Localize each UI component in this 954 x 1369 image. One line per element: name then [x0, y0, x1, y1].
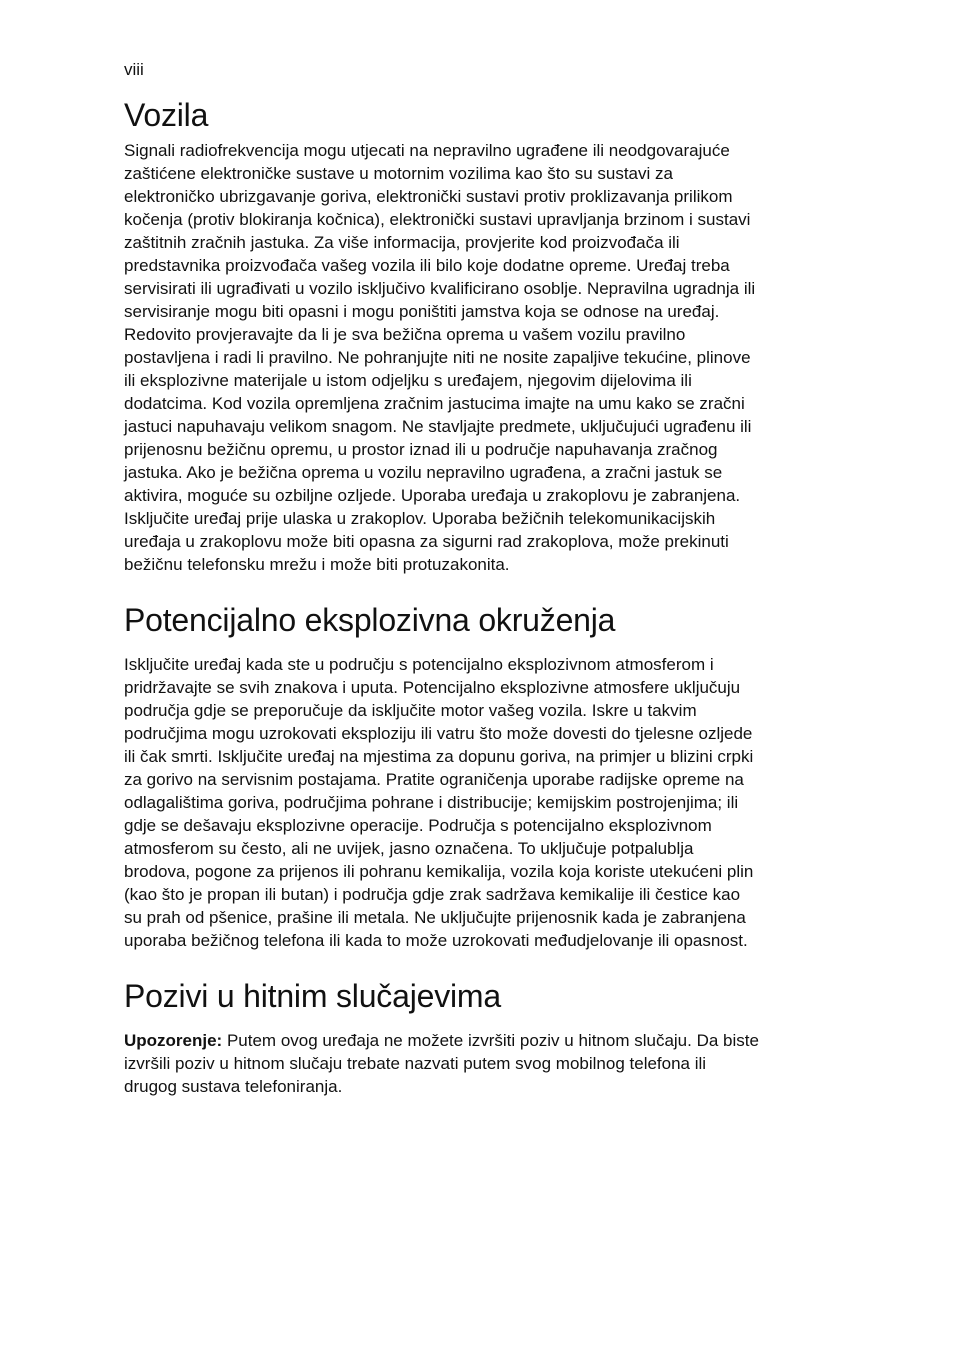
text-line: jastuci napuhavaju velikom snagom. Ne stavljajte predmete, uključujući ugrađenu ili [124, 417, 752, 436]
section-body-vozila [124, 139, 755, 576]
section-title-explosive-environments: Potencijalno eksplozivna okruženja [124, 602, 616, 638]
text-line: drugog sustava telefoniranja. [124, 1077, 343, 1096]
text-line: brodova, pogone za prijenos ili pohranu kemikalija, vozila koja koriste utekućeni plin [124, 862, 754, 881]
text-line: područja gdje se preporučuje da isključite motor vašeg vozila. Iskre u takvim [124, 701, 697, 720]
text-line: Isključite uređaj prije ulaska u zrakoplov. Uporaba bežičnih telekomunikacijskih [124, 509, 716, 528]
text-line: zaštitnih zračnih jastuka. Za više informacija, provjerite kod proizvođača ili [124, 233, 680, 252]
warning-text: Putem ovog uređaja ne možete izvršiti poziv u hitnom slučaju. Da biste [222, 1031, 759, 1050]
text-line: kočenja (protiv blokiranja kočnica), elektronički sustavi upravljanja brzinom i sustavi [124, 210, 751, 229]
text-line: atmosferom su često, ali ne uvijek, jasno označena. To uključuje potpalublja [124, 839, 694, 858]
text-line: Redovito provjeravajte da li je sva bežična oprema u vašem vozilu pravilno [124, 325, 686, 344]
text-line: (kao što je propan ili butan) i područja gdje zrak sadržava kemikalije ili čestice kao [124, 885, 741, 904]
text-line: Signali radiofrekvencija mogu utjecati na nepravilno ugrađene ili neodgovarajuće [124, 141, 730, 160]
text-line: odlagalištima goriva, područjima pohrane i distribucije; kemijskim postrojenjima; ili [124, 793, 739, 812]
text-line [124, 1029, 759, 1052]
text-line: jastuka. Ako je bežična oprema u vozilu nepravilno ugrađena, a zračni jastuk se [124, 463, 723, 482]
text-line: ili čak smrti. Isključite uređaj na mjestima za dopunu goriva, na primjer u blizini crpki [124, 747, 754, 766]
text-line: postavljena i radi li pravilno. Ne pohranjujte niti ne nosite zapaljive tekućine, plinove [124, 348, 751, 367]
section-body-emergency-calls [124, 1029, 759, 1098]
text-line: su prah od pšenice, prašine ili metala. Ne uključujte prijenosnik kada je zabranjena [124, 908, 746, 927]
text-line: elektroničko ubrizgavanje goriva, elektronički sustavi protiv proklizavanja prilikom [124, 187, 733, 206]
text-line: uređaja u zrakoplovu može biti opasna za sigurni rad zrakoplova, može prekinuti [124, 532, 729, 551]
text-line: pridržavajte se svih znakova i uputa. Potencijalno eksplozivne atmosfere uključuju [124, 678, 741, 697]
section-title-vozila: Vozila [124, 97, 209, 133]
text-line: gdje se dešavaju eksplozivne operacije. Područja s potencijalno eksplozivnom [124, 816, 712, 835]
text-line: dodatcima. Kod vozila opremljena zračnim jastucima imajte na umu kako se zračni [124, 394, 745, 413]
text-line: servisirati ili ugrađivati u vozilo isključivo kvalificirano osoblje. Nepravilna ugradnja ili [124, 279, 756, 298]
text-line: ili eksplozivne materijale u istom odjeljku s uređajem, njegovim dijelovima ili [124, 371, 692, 390]
text-line: predstavnika proizvođača vašeg vozila ili bilo koje dodatne opreme. Uređaj treba [124, 256, 730, 275]
page-number: viii [124, 60, 144, 79]
section-title-emergency-calls: Pozivi u hitnim slučajevima [124, 978, 501, 1014]
text-line: prijenosnu bežičnu opremu, u prostor iznad ili u područje napuhavanja zračnog [124, 440, 718, 459]
section-body-explosive-environments [124, 653, 753, 952]
text-line: izvršili poziv u hitnom slučaju trebate nazvati putem svog mobilnog telefona ili [124, 1054, 707, 1073]
warning-label: Upozorenje: [124, 1031, 223, 1050]
text-line: zaštićene elektroničke sustave u motornim vozilima kao što su sustavi za [124, 164, 673, 183]
text-line: aktivira, moguće su ozbiljne ozljede. Uporaba uređaja u zrakoplovu je zabranjena. [124, 486, 741, 505]
text-line: za gorivo na servisnim postajama. Pratite ograničenja uporabe radijske opreme na [124, 770, 744, 789]
text-line: uporaba bežičnog telefona ili kada to može uzrokovati međudjelovanje ili opasnost. [124, 931, 748, 950]
text-line: bežičnu telefonsku mrežu i može biti protuzakonita. [124, 555, 510, 574]
text-line: područjima mogu uzrokovati eksploziju ili vatru što može dovesti do tjelesne ozljede [124, 724, 753, 743]
text-line: servisiranje mogu biti opasni i mogu poništiti jamstva koja se odnose na uređaj. [124, 302, 720, 321]
text-line: Isključite uređaj kada ste u području s potencijalno eksplozivnom atmosferom i [124, 655, 714, 674]
